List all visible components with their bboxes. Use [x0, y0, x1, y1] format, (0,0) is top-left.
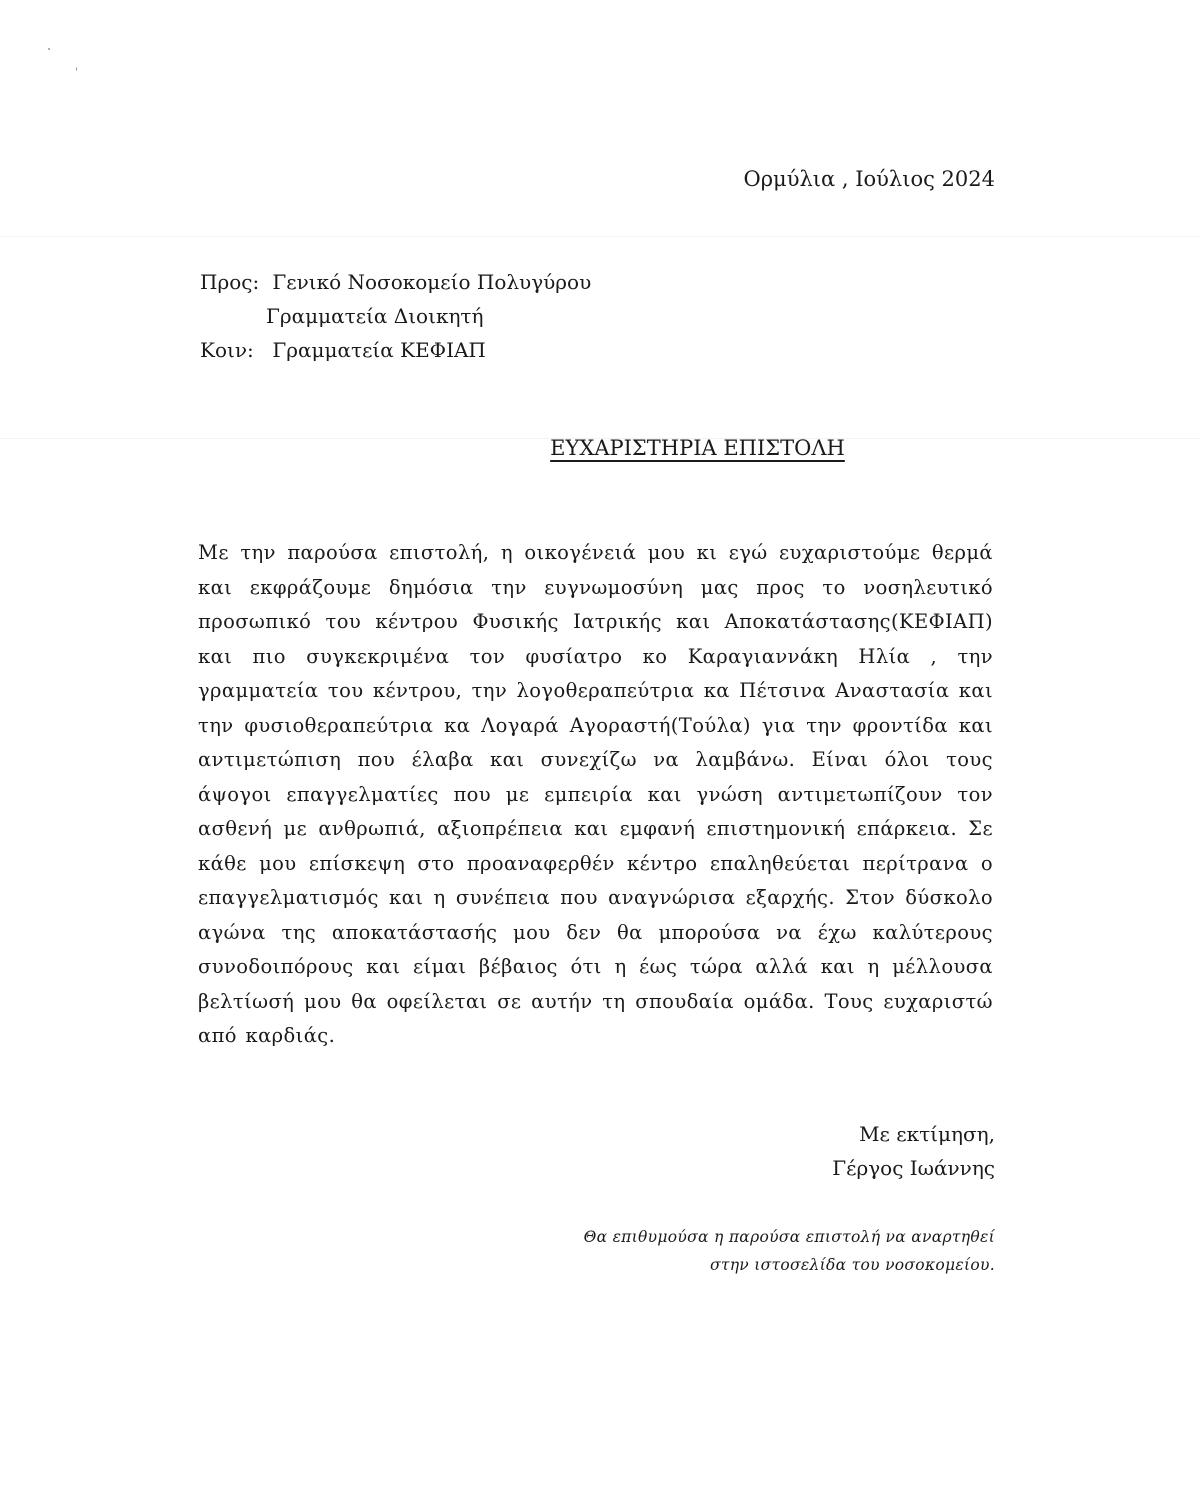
recipient-to-row-2	[200, 299, 591, 333]
recipient-to-row	[200, 265, 591, 299]
scan-artifact-line	[0, 236, 1200, 237]
recipient-cc-label: Κοιν:	[200, 338, 254, 362]
letter-title-wrap	[0, 436, 1200, 460]
recipient-to-label: Προς:	[200, 270, 260, 294]
closing-salutation: Με εκτίμηση,	[859, 1122, 995, 1146]
recipient-to-office: Γραμματεία Διοικητή	[266, 304, 484, 328]
note-line-1: Θα επιθυμούσα η παρούσα επιστολή να αναρτηθεί	[583, 1228, 995, 1246]
note-line-2: στην ιστοσελίδα του νοσοκομείου.	[709, 1256, 995, 1274]
publication-request-note	[584, 1223, 995, 1279]
signature-name: Γέργος Ιωάννης	[832, 1156, 995, 1180]
recipient-cc-office: Γραμματεία ΚΕΦΙΑΠ	[272, 338, 486, 362]
scan-speck	[48, 48, 50, 50]
closing-block	[832, 1117, 995, 1185]
recipient-cc-row	[200, 333, 591, 367]
scan-speck	[76, 67, 77, 71]
letter-title: ΕΥΧΑΡΙΣΤΗΡΙΑ ΕΠΙΣΤΟΛΗ	[550, 436, 845, 460]
letter-date-place: Ορμύλια , Ιούλιος 2024	[743, 167, 995, 191]
recipient-block	[200, 265, 591, 367]
letter-body: Με την παρούσα επιστολή, η οικογένειά μου κι εγώ ευχαριστούμε θερμά και εκφράζουμε δημόσια την ευγνωμοσύνη μας προς το νοσηλευτικό προσωπικό του κέντρου Φυσικής Ιατρικής και Αποκατάστασης(ΚΕΦΙΑΠ) και πιο συγκεκριμένα τον φυσίατρο κο Καραγιαννάκη Ηλία , την γραμματεία του κέντρου, την λογοθεραπεύτρια κα Πέτσινα Αναστασία και την φυσιοθεραπεύτρια κα Λογαρά Αγοραστή(Τούλα) για την φροντίδα και αντιμετώπιση που έλαβα και συνεχίζω να λαμβάνω. Είναι όλοι τους άψογοι επαγγελματίες που με εμπειρία και γνώση αντιμετωπίζουν τον ασθενή με ανθρωπιά, αξιοπρέπεια και εμφανή επιστημονική επάρκεια. Σε κάθε μου επίσκεψη στο προαναφερθέν κέντρο επαληθεύεται περίτρανα ο επαγγελματισμός και η συνέπεια που αναγνώρισα εξαρχής. Στον δύσκολο αγώνα της αποκατάστασής μου δεν θα μπορούσα να έχω καλύτερους συνοδοιπόρους και είμαι βέβαιος ότι η έως τώρα αλλά και η μέλλουσα βελτίωσή μου θα οφείλεται σε αυτήν τη σπουδαία ομάδα. Τους ευχαριστώ από καρδιάς.	[198, 541, 993, 1047]
recipient-to-hospital: Γενικό Νοσοκομείο Πολυγύρου	[272, 270, 592, 294]
